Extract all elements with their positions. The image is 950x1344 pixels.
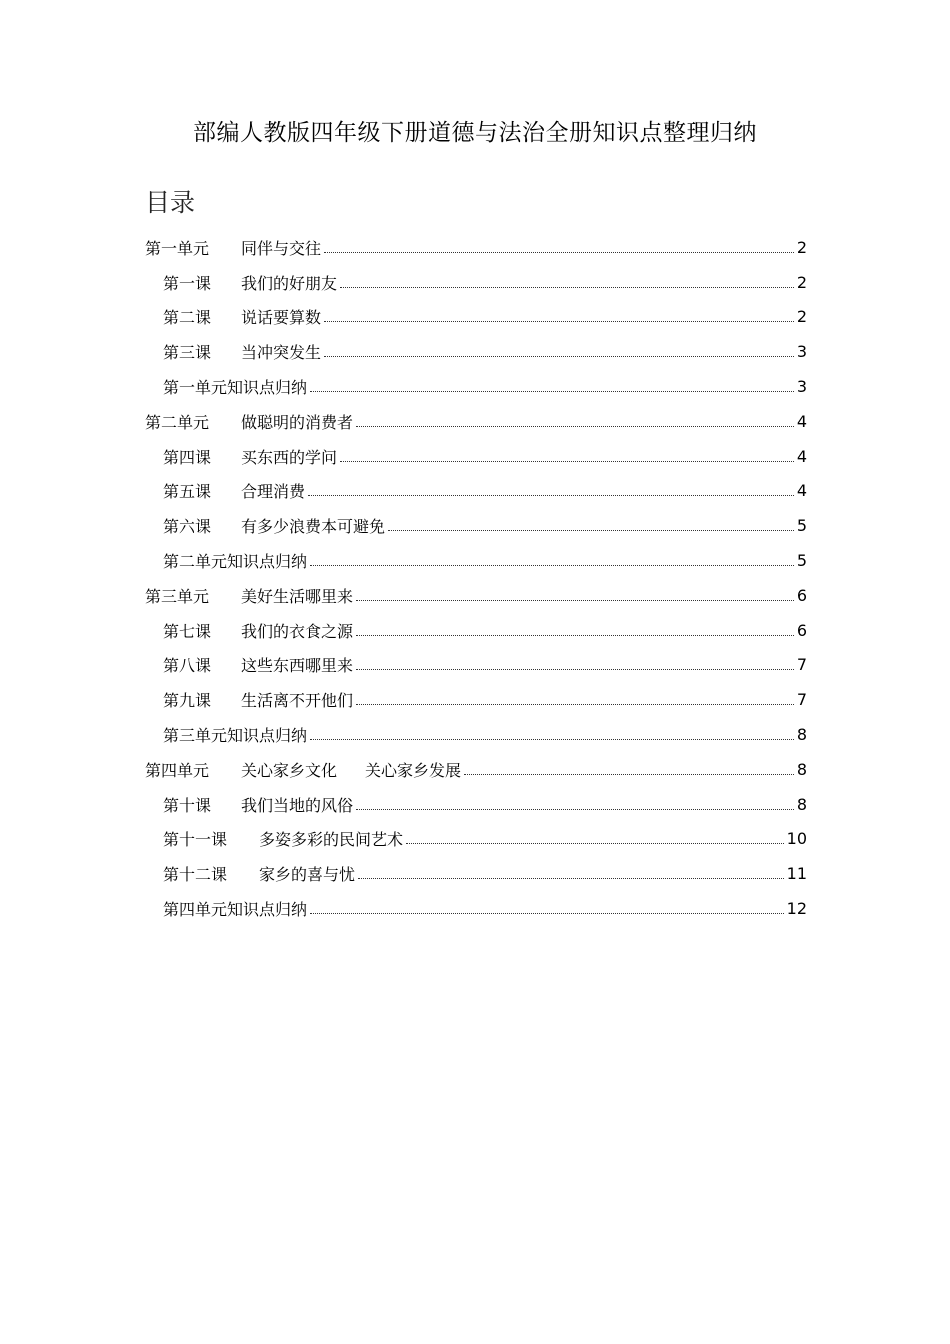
- toc-entry-label: 第三课: [163, 343, 212, 363]
- toc-entry-unit[interactable]: [145, 404, 807, 439]
- toc-entry-label: 第九课: [163, 691, 212, 711]
- toc-entry-title: 关心家乡文化: [241, 760, 338, 780]
- toc-entry-label: 第八课: [163, 656, 212, 676]
- toc-entry-lesson[interactable]: [145, 822, 807, 857]
- toc-entry-lesson[interactable]: [145, 334, 807, 369]
- toc-page-number: 4: [796, 446, 807, 466]
- toc-entry-title: 有多少浪费本可避免: [241, 517, 386, 537]
- toc-page-number: 3: [796, 377, 807, 397]
- toc-entry-lesson[interactable]: [145, 300, 807, 335]
- toc-entry-title: 合理消费: [241, 482, 306, 502]
- toc-dot-leader: [310, 913, 784, 914]
- toc-page-number: 8: [796, 759, 807, 779]
- toc-entry-lesson[interactable]: [145, 508, 807, 543]
- toc-entry-title: 这些东西哪里来: [241, 656, 354, 676]
- toc-entry-lesson[interactable]: [145, 474, 807, 509]
- toc-entry-title: 第一单元知识点归纳: [163, 378, 308, 398]
- toc-entry-lesson[interactable]: [145, 856, 807, 891]
- toc-entry-lesson[interactable]: [145, 265, 807, 300]
- toc-entry-lesson[interactable]: [145, 682, 807, 717]
- toc-dot-leader: [324, 356, 794, 357]
- toc-dot-leader: [356, 600, 794, 601]
- toc-entry-title: 我们当地的风俗: [241, 795, 354, 815]
- toc-entry-title: 多姿多彩的民间艺术: [259, 830, 404, 850]
- toc-entry-label: 第四课: [163, 447, 212, 467]
- toc-entry-title: 家乡的喜与忧: [259, 865, 356, 885]
- toc-entry-lesson[interactable]: [145, 891, 807, 926]
- toc-entry-lesson[interactable]: [145, 439, 807, 474]
- toc-entry-title: 我们的好朋友: [241, 273, 338, 293]
- toc-entry-title: 当冲突发生: [241, 343, 322, 363]
- toc-entry-unit[interactable]: [145, 752, 807, 787]
- toc-page-number: 5: [796, 551, 807, 571]
- toc-dot-leader: [356, 635, 794, 636]
- toc-page-number: 8: [796, 794, 807, 814]
- toc-page-number: 6: [796, 585, 807, 605]
- toc-entry-lesson[interactable]: [145, 717, 807, 752]
- toc-dot-leader: [356, 704, 794, 705]
- toc-entry-unit[interactable]: [145, 578, 807, 613]
- toc-dot-leader: [324, 252, 794, 253]
- toc-entry-title: 同伴与交往: [241, 238, 322, 258]
- toc-entry-lesson[interactable]: [145, 613, 807, 648]
- toc-dot-leader: [388, 530, 794, 531]
- toc-page-number: 4: [796, 411, 807, 431]
- toc-entry-label: 第四单元: [145, 760, 210, 780]
- toc-entry-lesson[interactable]: [145, 648, 807, 683]
- toc-page-number: 12: [786, 899, 807, 919]
- toc-entry-title: 生活离不开他们: [241, 691, 354, 711]
- toc-page-number: 5: [796, 516, 807, 536]
- toc-entry-label: 第一单元: [145, 238, 210, 258]
- toc-entry-title: 美好生活哪里来: [241, 586, 354, 606]
- toc-dot-leader: [324, 321, 794, 322]
- toc-dot-leader: [340, 461, 794, 462]
- toc-entry-lesson[interactable]: [145, 543, 807, 578]
- toc-dot-leader: [308, 495, 794, 496]
- toc-page-number: 2: [796, 272, 807, 292]
- toc-heading: 目录: [145, 188, 196, 217]
- toc-page-number: 11: [786, 864, 807, 884]
- toc-entry-label: 第二课: [163, 308, 212, 328]
- toc-dot-leader: [310, 565, 794, 566]
- toc-entry-label: 第二单元: [145, 412, 210, 432]
- toc-entry-label: 第十课: [163, 795, 212, 815]
- toc-dot-leader: [356, 669, 794, 670]
- toc-entry-label: 第三单元: [145, 586, 210, 606]
- toc-entry-title: 第二单元知识点归纳: [163, 552, 308, 572]
- toc-entry-label: 第十二课: [163, 865, 228, 885]
- toc-page-number: 2: [796, 237, 807, 257]
- toc-dot-leader: [340, 287, 794, 288]
- toc-page-number: 3: [796, 342, 807, 362]
- toc-page-number: 7: [796, 690, 807, 710]
- toc-entry-label: 第五课: [163, 482, 212, 502]
- toc-entry-unit[interactable]: [145, 230, 807, 265]
- toc-page-number: 10: [786, 829, 807, 849]
- toc-dot-leader: [406, 843, 784, 844]
- toc-entry-title: 第三单元知识点归纳: [163, 726, 308, 746]
- toc-entry-title: 买东西的学问: [241, 447, 338, 467]
- toc-entry-title: 我们的衣食之源: [241, 621, 354, 641]
- toc-dot-leader: [310, 391, 794, 392]
- toc-entry-title: 第四单元知识点归纳: [163, 900, 308, 920]
- toc-page-number: 2: [796, 307, 807, 327]
- toc-entry-label: 第十一课: [163, 830, 228, 850]
- document-title: 部编人教版四年级下册道德与法治全册知识点整理归纳: [193, 120, 757, 146]
- toc-dot-leader: [464, 774, 794, 775]
- toc-dot-leader: [310, 739, 794, 740]
- toc-entry-label: 第一课: [163, 273, 212, 293]
- toc-entry-title: 做聪明的消费者: [241, 412, 354, 432]
- toc-entry-lesson[interactable]: [145, 369, 807, 404]
- toc-dot-leader: [356, 809, 794, 810]
- toc-entry-lesson[interactable]: [145, 787, 807, 822]
- toc-entry-label: 第六课: [163, 517, 212, 537]
- toc-page-number: 8: [796, 725, 807, 745]
- toc-dot-leader: [358, 878, 784, 879]
- toc-entry-label: 第七课: [163, 621, 212, 641]
- toc-dot-leader: [356, 426, 794, 427]
- toc-page-number: 6: [796, 620, 807, 640]
- toc-entry-subtitle: 关心家乡发展: [365, 760, 462, 780]
- toc-page-number: 7: [796, 655, 807, 675]
- toc-page-number: 4: [796, 481, 807, 501]
- table-of-contents: [145, 230, 807, 926]
- toc-entry-title: 说话要算数: [241, 308, 322, 328]
